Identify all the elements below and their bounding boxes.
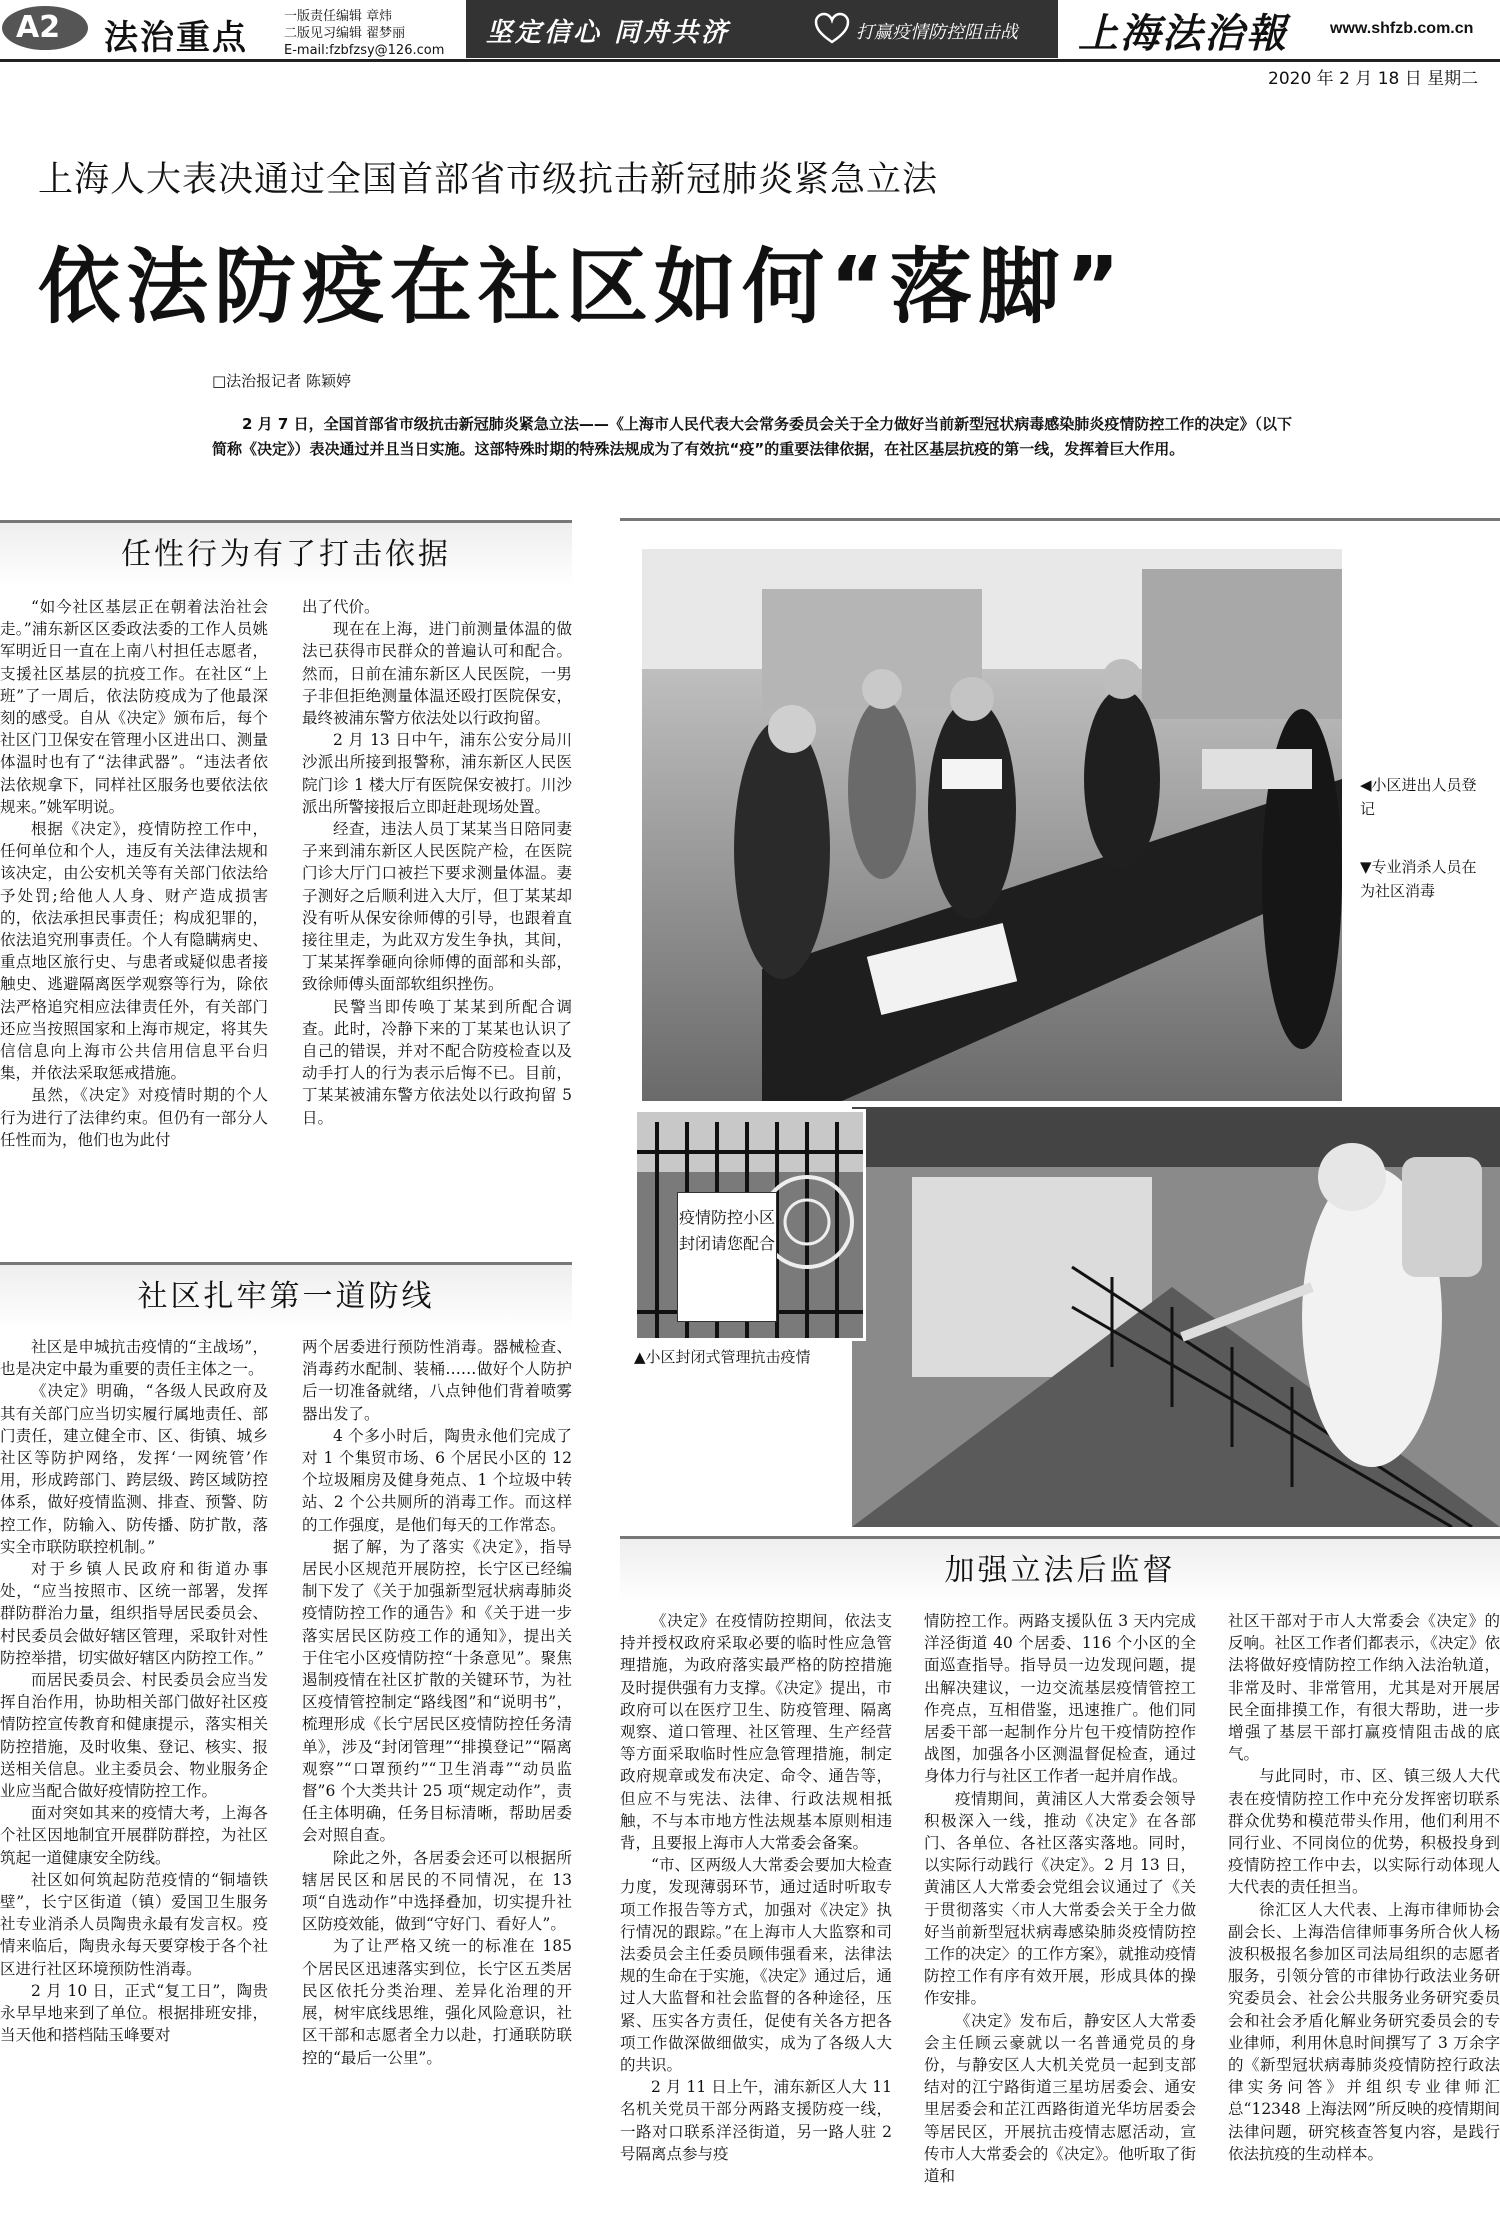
caption-checkpoint: ◀小区进出人员登记 xyxy=(1360,776,1477,818)
paragraph: 而居民委员会、村民委员会应当发挥自治作用，协助相关部门做好社区疫情防控宣传教育和健康提示，落实相关防控措施，及时收集、登记、核实、报送相关信息。业主委员会、物业服务企业应当配合做好疫情防控工作。 xyxy=(0,1671,268,1801)
photo-gate xyxy=(634,1109,866,1341)
paragraph: 根据《决定》，疫情防控工作中，任何单位和个人，违反有关法律法规和该决定，由公安机关等有关部门依法给予处罚;给他人人身、财产造成损害的，依法承担民事责任；构成犯罪的，依法追究刑事责任。个人有隐瞒病史、重点地区旅行史、与患者或疑似患者接触史、逃避隔离医学观察等行为，除依法严格追究相应法律责任外，有关部门还应当按照国家和上海市规定，将其失信信息向上海市公共信用信息平台归集，并依法采取惩戒措施。 xyxy=(0,820,268,1083)
gate-sign: 疫情防控小区封闭请您配合 xyxy=(677,1192,777,1322)
page-number-badge xyxy=(2,4,94,54)
paragraph: 为了让严格又统一的标准在 185 个居民区迅速落实到位，长宁区五类居民区依托分类治理、差异化治理的开展，树牢底线思维，强化风险意识，社区干部和志愿者全力以赴，打通联防联控的“最后一公里”。 xyxy=(302,1937,572,2067)
slogan-sub: 打赢疫情防控阻击战 xyxy=(856,22,1018,43)
column-s2-1 xyxy=(0,1336,268,2222)
column-s3-3 xyxy=(1228,1610,1500,2222)
paragraph: 现在在上海，进门前测量体温的做法已获得市民群众的普遍认可和配合。然而，日前在浦东新区人民医院，一男子非但拒绝测量体温还殴打医院保安，最终被浦东警方依法处以行政拘留。 xyxy=(302,620,572,728)
paragraph: 2 月 10 日，正式“复工日”，陶贵永早早地来到了单位。根据排班安排，当天他和搭档陆玉峰要对 xyxy=(0,1981,268,2045)
slogan-band xyxy=(466,0,1058,58)
column-s3-2 xyxy=(924,1610,1196,2222)
paragraph: 2 月 13 日中午，浦东公安分局川沙派出所接到报警称，浦东新区人民医院门诊 1 楼大厅有医院保安被打。川沙派出所警接报后立即赶赴现场处置。 xyxy=(302,731,572,816)
newspaper-name: 上海法治報 xyxy=(1078,10,1288,57)
paragraph: 社区是申城抗击疫情的“主战场”，也是决定中最为重要的责任主体之一。 xyxy=(0,1338,268,1379)
editor-email: E-mail:fzbfzsy@126.com xyxy=(284,43,445,58)
paragraph: 对于乡镇人民政府和街道办事处，“应当按照市、区统一部署，发挥群防群治力量，组织指导居民委员会、村民委员会做好辖区管理，采取针对性防控举措，切实做好辖区内防控工作。” xyxy=(0,1560,268,1667)
paragraph: 与此同时，市、区、镇三级人大代表在疫情防控工作中充分发挥密切联系群众优势和模范带头作用，他们利用不同行业、不同岗位的优势，积极投身到疫情防控工作中去，以实际行动体现人大代表的责任担当。 xyxy=(1228,1767,1500,1897)
photo-disinfection-illustration xyxy=(852,1107,1500,1527)
article-lead: 2 月 7 日，全国首部省市级抗击新冠肺炎紧急立法——《上海市人民代表大会常务委员会关于全力做好当前新型冠状病毒感染肺炎疫情防控工作的决定》（以下简称《决定》）表决通过并且当日实施。这部特殊时期的特殊法规成为了有效抗“疫”的重要法律依据，在社区基层抗疫的第一线，发挥着巨大作用。 xyxy=(212,415,1292,458)
issue-date: 2020 年 2 月 18 日 星期二 xyxy=(1268,69,1479,89)
paragraph: 疫情期间，黄浦区人大常委会领导积极深入一线，推动《决定》在各部门、各单位、各社区落实落地。同时，以实际行动践行《决定》。2 月 13 日，黄浦区人大常委会党组会议通过了《关于贯彻落实〈市人大常委会关于全力做好当前新型冠状病毒感染肺炎疫情防控工作的决定〉的工作方案》，就推动疫情防控工作有序有效开展，形成具体的操作安排。 xyxy=(924,1789,1196,2008)
paragraph: 除此之外，各居委会还可以根据所辖居民区和居民的不同情况，在 13 项“自选动作”中选择叠加，切实提升社区防疫效能，做到“守好门、看好人”。 xyxy=(302,1848,572,1934)
paragraph: 《决定》发布后，静安区人大常委会主任顾云豪就以一名普通党员的身份，与静安区人大机关党员一起到支部结对的江宁路街道三星坊居委会、通安里居委会和芷江西路街道光华坊居委会等居民区，开展抗击疫情志愿活动，宣传市人大常委会的《决定》。他听取了街道和 xyxy=(924,2011,1196,2186)
article-headline: 依法防疫在社区如何“落脚” xyxy=(38,240,1126,335)
photo-area xyxy=(620,518,1500,1528)
paragraph: 《决定》明确，“各级人民政府及其有关部门应当切实履行属地责任、部门责任，建立健全市、区、街镇、城乡社区等防护网络，发挥‘一网统管’作用，形成跨部门、跨层级、跨区域防控体系，做好疫情监测、排查、预警、防控工作，防输入、防传播、防扩散，落实全市联防联控机制。” xyxy=(0,1382,268,1556)
column-s2-2 xyxy=(302,1336,572,2222)
photo-checkpoint-illustration xyxy=(642,549,1342,1101)
paragraph: 两个居委进行预防性消毒。器械检查、消毒药水配制、装桶……做好个人防护后一切准备就绪，八点钟他们背着喷雾器出发了。 xyxy=(302,1338,572,1423)
page-number: A2 xyxy=(16,10,61,45)
caption-disinfection: ▼专业消杀人员在为社区消毒 xyxy=(1360,858,1477,900)
section-heading-2: 社区扎牢第一道防线 xyxy=(0,1262,572,1328)
column-s3-1 xyxy=(620,1610,892,2222)
paragraph: 《决定》在疫情防控期间，依法支持并授权政府采取必要的临时性应急管理措施，为政府落实最严格的防控措施及时提供强有力支撑。《决定》提出，市政府可以在医疗卫生、防疫管理、隔离观察、道口管理、社区管理、生产经营等方面采取临时性应急管理措施，制定政府规章或发布决定、命令、通告等，但应不与宪法、法律、行政法规相抵触，不与本市地方性法规基本原则相违背，且要报上海市人大常委会备案。 xyxy=(620,1612,892,1853)
heart-hands-icon xyxy=(814,12,850,46)
byline: □法治报记者 陈颖婷 xyxy=(212,372,351,390)
column-s1-2 xyxy=(302,596,572,1250)
paragraph: 社区干部对于市人大常委会《决定》的反响。社区工作者们都表示，《决定》依法将做好疫情防控工作纳入法治轨道，非常及时、非常管用，尤其是对开展居民全面排摸工作，有很大帮助，进一步增强了基层干部打赢疫情阻击战的底气。 xyxy=(1228,1612,1500,1764)
paragraph: 出了代价。 xyxy=(302,598,380,616)
article-kicker: 上海人大表决通过全国首部省市级抗击新冠肺炎紧急立法 xyxy=(38,160,939,200)
paragraph: 4 个多小时后，陶贵永他们完成了对 1 个集贸市场、6 个居民小区的 12 个垃圾厢房及健身苑点、1 个垃圾中转站、2 个公共厕所的消毒工作。而这样的工作强度，是他们每天的工作常态。 xyxy=(302,1426,572,1534)
website: www.shfzb.com.cn xyxy=(1330,20,1474,37)
paragraph: “市、区两级人大常委会要加大检查力度，发现薄弱环节，通过适时听取专项工作报告等方式，加强对《决定》执行情况的跟踪。”在上海市人大监察和司法委员会主任委员顾伟强看来，法律法规的生命在于实施，《决定》通过后，通过人大监督和社会监督的各种途径，压紧、压实各方责任，促使有关各方把各项工作做深做细做实，成为了各级人大的共识。 xyxy=(620,1856,892,2075)
caption-gate: ▲小区封闭式管理抗击疫情 xyxy=(634,1348,811,1366)
photo-disinfection xyxy=(852,1107,1500,1527)
column-s1-1 xyxy=(0,596,268,1250)
paragraph: 据了解，为了落实《决定》，指导居民小区规范开展防控，长宁区已经编制下发了《关于加强新型冠状病毒肺炎疫情防控工作的通告》和《关于进一步落实居民区防疫工作的通知》，提出关于住宅小区疫情防控“十条意见”。聚焦遏制疫情在社区扩散的关键环节，为社区疫情管控制定“路线图”和“说明书”，梳理形成《长宁居民区疫情防控任务清单》，涉及“封闭管理”“排摸登记”“隔离观察”“口罩预约”“卫生消毒”“动员监督”6 个大类共计 25 项“规定动作”，责任主体明确，任务目标清晰，帮助居委会对照自查。 xyxy=(302,1537,572,1845)
paragraph: 虽然，《决定》对疫情时期的个人行为进行了法律约束。但仍有一部分人任性而为，他们也为此付 xyxy=(0,1086,268,1149)
paragraph: 社区如何筑起防范疫情的“铜墙铁壁”，长宁区街道（镇）爱国卫生服务社专业消杀人员陶贵永最有发言权。疫情来临后，陶贵永每天要穿梭于各个社区进行社区环境预防性消毒。 xyxy=(0,1870,268,1978)
paragraph: 2 月 11 日上午，浦东新区人大 11 名机关党员干部分两路支援防疫一线，一路对口联系洋泾街道，另一路人驻 2 号隔离点参与疫 xyxy=(620,2078,892,2163)
editor-line-1: 一版责任编辑 章炜 xyxy=(284,9,393,24)
paragraph: 民警当即传唤丁某某到所配合调查。此时，冷静下来的丁某某也认识了自己的错误，并对不配合防疫检查以及动手打人的行为表示后悔不已。目前，丁某某被浦东警方依法处以行政拘留 5 日。 xyxy=(302,997,572,1127)
section-heading-3: 加强立法后监督 xyxy=(620,1536,1500,1602)
section-title: 法治重点 xyxy=(104,18,248,58)
masthead xyxy=(0,0,1500,62)
paragraph: 面对突如其来的疫情大考，上海各个社区因地制宜开展群防群控，为社区筑起一道健康安全防线。 xyxy=(0,1804,268,1867)
paragraph: 经查，违法人员丁某某当日陪同妻子来到浦东新区人民医院产检，在医院门诊大厅门口被拦下要求测量体温。妻子测好之后顺利进入大厅，但丁某某却没有听从保安徐师傅的引导，也跟着直接往里走，为此双方发生争执，其间，丁某某挥拳砸向徐师傅的面部和头部，致徐师傅头面部软组织挫伤。 xyxy=(302,820,572,994)
editor-line-2: 二版见习编辑 翟梦丽 xyxy=(284,26,406,41)
paragraph: 徐汇区人大代表、上海市律师协会副会长、上海浩信律师事务所合伙人杨波积极报名参加区司法局组织的志愿者服务，引领分管的市律协行政法业务研究委员会、社会公共服务业务研究委员会和社会矛盾化解业务研究委员会的专业律师，利用休息时间撰写了 3 万余字的《新型冠状病毒肺炎疫情防控行政法律实务问答》并组织专业律师汇总“12348 上海法网”所反映的疫情期间法律问题，研究核查答复内容，是践行依法抗疫的生动样本。 xyxy=(1228,1900,1500,2163)
photo-checkpoint xyxy=(642,549,1342,1101)
section-heading-1: 任性行为有了打击依据 xyxy=(0,520,572,586)
paragraph: 情防控工作。两路支援队伍 3 天内完成洋泾街道 40 个居委、116 个小区的全面巡查指导。指导员一边发现问题，提出解决建议，一边交流基层疫情管控工作亮点，互相借鉴，迅速推广。他们同居委干部一起制作分片包干疫情防控作战图，加强各小区测温督促检查，通过身体力行与社区工作者一起并肩作战。 xyxy=(924,1612,1196,1786)
slogan: 坚定信心 同舟共济 xyxy=(486,18,731,48)
editor-info xyxy=(284,8,444,59)
paragraph: “如今社区基层正在朝着法治社会走。”浦东新区区委政法委的工作人员姚军明近日一直在上南八村担任志愿者，支援社区基层的抗疫工作。在社区“上班”了一周后，依法防疫成为了他最深刻的感受。自从《决定》颁布后，每个社区门卫保安在管理小区进出口、测量体温时也有了“法律武器”。“违法者依法依规拿下，同样社区服务也要依法依规来。”姚军明说。 xyxy=(0,598,268,816)
